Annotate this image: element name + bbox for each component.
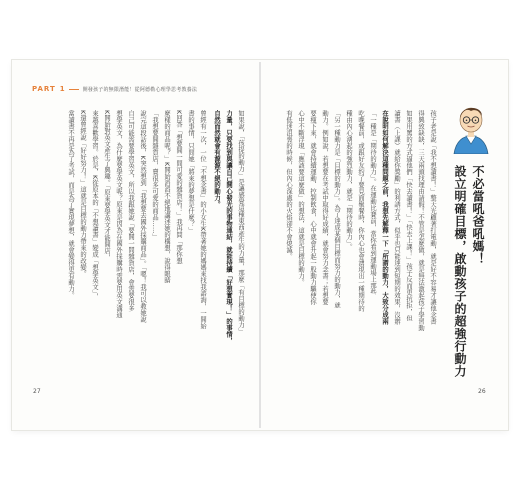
right-column-2: 得興致缺缺，三天兩頭找理由請假！不管是怎麼做，就是無法激起孩子學習動 (417, 110, 424, 331)
heading-line-1: 不必當吼爸吼媽！ (471, 165, 485, 265)
left-column-8: 「我想要開雜貨店，賣很多可愛的商品……」 (151, 110, 158, 240)
left-column-1: 如果說，「孩提的動力」是讓感覺這種東西產生的力量，那麼「有目標的動力」 (237, 110, 244, 335)
header-title: 開發孩子的無限潛能！從阿德勒心理學思考教養法 (82, 86, 198, 93)
right-column-3: 如果用罵的方式逼他們「快去讀書！」「快去上課！」孩子反而更抗拒，但 (405, 110, 412, 322)
right-column-6: 「一種是「期待的動力」。在運動比賽前，當你看到運動場上那些 (369, 110, 376, 296)
right-column-10: 動力。例如說，若想要在考試中取得好成績，就會努力念書；若想要 (321, 110, 328, 305)
left-column-6: K回答「想要開一間可愛的雜貨店！」我再問「那你想 (175, 110, 182, 264)
header-rule (69, 89, 79, 90)
right-column-12: 心中不斷浮現「應該要這麼做」的想法，這就是目標的動力。 (297, 110, 304, 286)
left-column-9: 說完這段話後，K突然想到「我想要去國外採購商品」。「嗯！我可以教她說 (139, 110, 146, 323)
right-column-11: 要瘦下來，就會持續運動、控制飲食，心中就會升起一股動力驅使你 (309, 110, 316, 305)
left-column-12: K開始對英文產生了興趣。「原來要學英文才能開店， (103, 110, 110, 261)
left-column-2: 力量，只要找到與讓自己開心發光的事物連結，就能持續「好想實現！」的事情， (225, 110, 232, 344)
heading-line-2: 設立明確目標，啟動孩子的超強行動力 (453, 165, 467, 378)
left-column-7: 麼樣的商品呢？」K開始滔滔不絕地講述她的構想，說得眼睛 (163, 110, 170, 284)
running-header (32, 83, 197, 95)
left-column-15: 當讀書不再是為了考試，而是為了實現夢想，就會變得更有動力。 (67, 110, 74, 299)
right-column-5: 在說明如何解決這種問題之前，我想先解釋一下「所謂的動力，大致分成兩 (381, 110, 388, 325)
part-label: PART (32, 85, 56, 93)
right-column-13: 有低迷沮喪的時候，但內心深處的火焰卻不會熄滅。 (285, 110, 292, 260)
right-column-4: 讀書（上課）就給你獎勵」的利誘方式，似乎也只能達到短期的效果，沒辦 (393, 110, 400, 325)
book-gutter (259, 62, 261, 428)
right-column-7: 吃晚餐前，或跟好友約了要見面聚餐時，你內心也會湧現出一種期待的 (357, 110, 364, 312)
left-column-3: 自然而然就會有源源不絕的動力。 (213, 110, 220, 208)
page-number-left: 27 (33, 388, 41, 395)
left-column-4: 曾經有一次，一位「不想念書」的小女生K帶著她的媽媽來找我諮詢，一開始 (199, 110, 206, 329)
left-column-14: K還曾經說「好好努力！」這就是目標的動力帶來的改變。 (79, 110, 86, 277)
right-column-1: 孩子老是說「我不想讀書！」整天光顧著打電動，就是好不容易才讓他念書 (429, 110, 436, 325)
left-column-11: 想學英文，為什麼要學英文呢？原來是因為在國外採購時需要用英文溝通 (115, 110, 122, 318)
right-column-9: 「另一種動力是「目標的動力」。為了達成某個目標而努力的動力，就 (333, 110, 340, 309)
left-column-5: 書的事情，只問她「將來的夢想是什麼？」 (187, 110, 194, 234)
part-number: 1 (59, 85, 65, 93)
page-number-right: 26 (478, 388, 486, 395)
right-column-8: 種由內心湧起的強烈動力，就是「期待的動力」。 (345, 110, 352, 250)
author-avatar-icon (450, 96, 492, 154)
left-column-10: 自己可能需要學習英文，所以我跟她說「要開一間雜貨店，會需要很多 (127, 110, 134, 312)
left-column-13: 來越喜歡學習。於是，K從原本的「不想讀書」變成「想學英文」， (91, 110, 98, 300)
